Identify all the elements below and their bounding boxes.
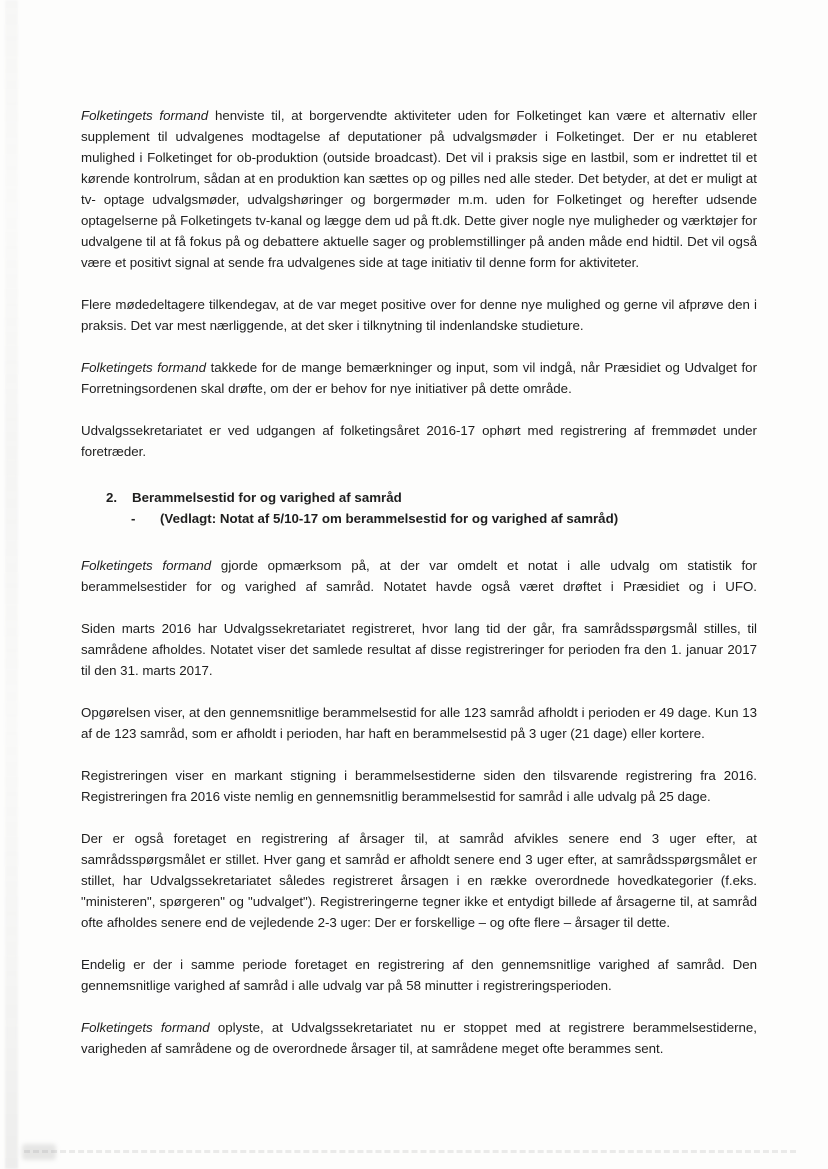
paragraph-formand-oplyste bbox=[81, 1017, 757, 1059]
paragraph-udvalgssekretariatet-ophoert bbox=[81, 420, 757, 462]
paragraph-text: Flere mødedeltagere tilkendegav, at de var meget positive over for denne nye mulighed og gerne vil afprøve den i praksis. Det var mest nærliggende, at det sker i tilknytning til indenlandske studieture. bbox=[81, 297, 757, 333]
speaker-name-italic: Folketingets formand bbox=[81, 558, 212, 573]
paragraph-text: Opgørelsen viser, at den gennemsnitlige berammelsestid for alle 123 samråd afholdt i perioden er 49 dage. Kun 13 af de 123 samråd, som er afholdt i perioden, har haft en berammelsestid på 3 uger (21 dage) eller kortere. bbox=[81, 705, 757, 741]
agenda-item-title-line bbox=[81, 487, 757, 508]
scan-artifact-bottom-smudge bbox=[22, 1144, 56, 1160]
scan-artifact-bottom-dashed-line bbox=[24, 1150, 796, 1153]
paragraph-registreringen-viser bbox=[81, 765, 757, 807]
speaker-name-italic: Folketingets formand bbox=[81, 360, 207, 375]
scan-artifact-left-edge bbox=[5, 0, 18, 1169]
paragraph-text: Der er også foretaget en registrering af årsager til, at samråd afvikles senere end 3 uger efter, at samrådsspørgsmålet er stillet. Hver gang et samråd er afholdt senere end 3 uger efter, at samrådsspørgsmålet er stillet, har Udvalgssekretariatet således registreret årsagen i en række overordnede hovedkategorier (f.eks. "ministeren", spørgeren" og "udvalget"). Registreringerne tegner ikke et entydigt billede af årsagerne til, at samråd ofte afholdes senere end de vejledende 2-3 uger: Der er forskellige – og ofte flere – årsager til dette. bbox=[81, 831, 757, 930]
paragraph-text: Siden marts 2016 har Udvalgssekretariatet registreret, hvor lang tid der går, fra samrådsspørgsmål stilles, til samrådene afholdes. Notatet viser det samlede resultat af disse registreringer for perioden fra den 1. januar 2017 til den 31. marts 2017. bbox=[81, 621, 757, 678]
document-body bbox=[81, 105, 757, 1080]
paragraph-aarsager-registrering bbox=[81, 828, 757, 933]
speaker-name-italic: Folketingets formand bbox=[81, 1020, 210, 1035]
paragraph-gennemsnitlig-varighed bbox=[81, 954, 757, 996]
paragraph-text: Udvalgssekretariatet er ved udgangen af folketingsåret 2016-17 ophørt med registrering af fremmødet under foretræder. bbox=[81, 423, 757, 459]
agenda-item-number: 2. bbox=[106, 490, 118, 505]
paragraph-formand-henviste bbox=[81, 105, 757, 273]
agenda-item-heading bbox=[81, 487, 757, 529]
paragraph-text: oplyste, at Udvalgssekretariatet nu er stoppet med at registrere berammelsestiderne, varigheden af samrådene og de overordnede årsager til, at samrådene meget ofte berammes sent. bbox=[81, 1020, 757, 1056]
paragraph-formand-gjorde-opmaerksom bbox=[81, 555, 757, 597]
agenda-item-title: Berammelsestid for og varighed af samråd bbox=[132, 490, 402, 505]
paragraph-opgoerelsen-viser bbox=[81, 702, 757, 744]
paragraph-text: henviste til, at borgervendte aktiviteter uden for Folketinget kan være et alternativ eller supplement til udvalgenes modtagelse af deputationer på udvalgsmøder i Folketinget. Der er nu etableret mulighed i Folketinget for ob-produktion (outside broadcast). Det vil i praksis sige en lastbil, som er indrettet til et kørende kontrolrum, sådan at en produktion kan sættes op og pilles ned alle steder. Det betyder, at det er muligt at tv- optage udvalgsmøder, udvalgshøringer og borgermøder m.m. uden for Folketinget og herefter udsende optagelserne på Folketingets tv-kanal og lægge dem ud på ft.dk. Dette giver nogle nye muligheder og værktøjer for udvalgene til at få fokus på og debattere aktuelle sager og problemstillinger på anden måde end hidtil. Det vil også være et positivt signal at sende fra udvalgenes side at tage initiativ til denne form for aktiviteter. bbox=[81, 108, 757, 270]
agenda-item-attachment: (Vedlagt: Notat af 5/10-17 om berammelsestid for og varighed af samråd) bbox=[160, 511, 619, 526]
paragraph-text: Endelig er der i samme periode foretaget en registrering af den gennemsnitlige varighed af samråd. Den gennemsnitlige varighed af samråd i alle udvalg var på 58 minutter i registreringsperioden. bbox=[81, 957, 757, 993]
paragraph-siden-marts-2016 bbox=[81, 618, 757, 681]
speaker-name-italic: Folketingets formand bbox=[81, 108, 209, 123]
attachment-dash: - bbox=[131, 511, 136, 526]
paragraph-formand-takkede bbox=[81, 357, 757, 399]
paragraph-flere-moededeltagere bbox=[81, 294, 757, 336]
paragraph-text: gjorde opmærksom på, at der var omdelt et notat i alle udvalg om statistik for berammelsestider for og varighed af samråd. Notatet havde også været drøftet i Præsidiet og i UFO. bbox=[81, 558, 757, 594]
agenda-item-attachment-line bbox=[81, 508, 757, 529]
paragraph-text: takkede for de mange bemærkninger og input, som vil indgå, når Præsidiet og Udvalget for Forretningsordenen skal drøfte, om der er behov for nye initiativer på dette område. bbox=[81, 360, 757, 396]
paragraph-text: Registreringen viser en markant stigning i berammelsestiderne siden den tilsvarende registrering fra 2016. Registreringen fra 2016 viste nemlig en gennemsnitlig berammelsestid for samråd i alle udvalg på 25 dage. bbox=[81, 768, 757, 804]
